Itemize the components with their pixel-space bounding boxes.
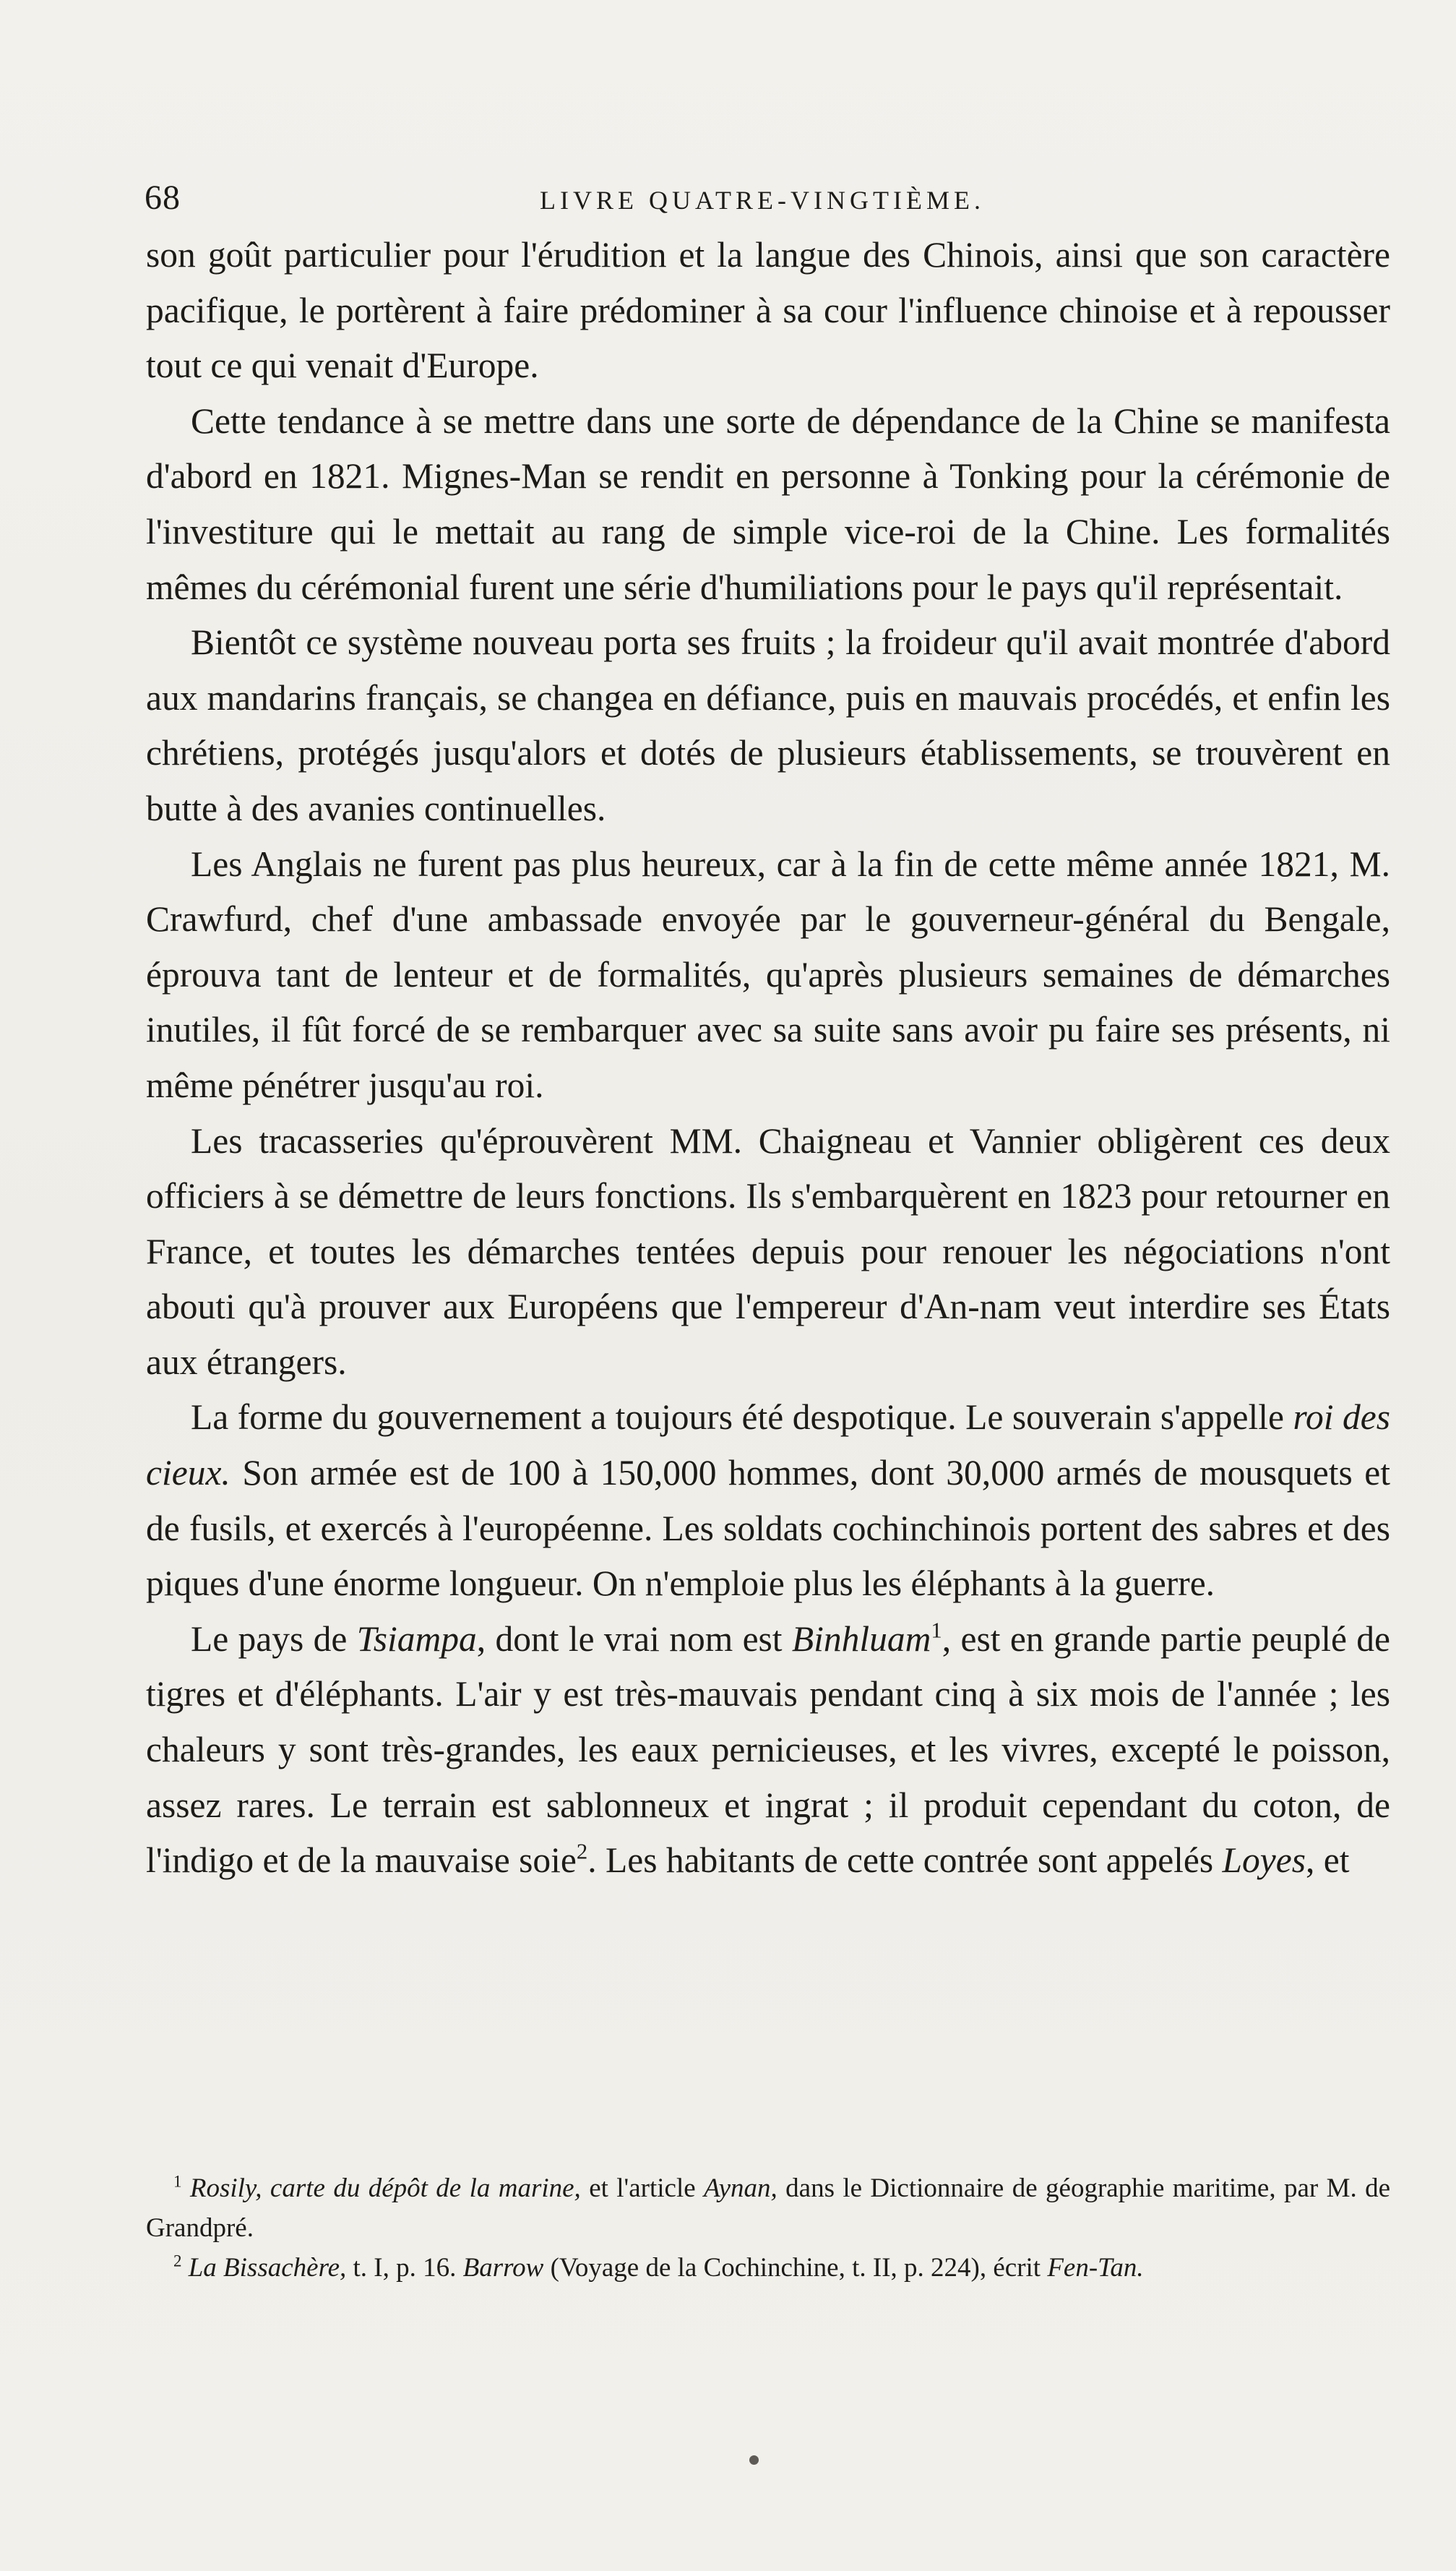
running-head: LIVRE QUATRE-VINGTIÈME. <box>540 186 985 215</box>
italic-binhluam: Binhluam <box>791 1618 931 1659</box>
page-header <box>145 178 1322 221</box>
footnote-1-italic: Rosily, carte du dépôt de la marine, <box>189 2173 581 2203</box>
paragraph-4: Les Anglais ne furent pas plus heureux, car à la fin de cette même année 1821, M. Crawfurd, chef d'une ambassade envoyée par le gouverneur-général du Bengale, éprouva tant de lenteur et de formalités, qu'après plusieurs semaines de démarches inutiles, il fût forcé de se rembarquer avec sa suite sans avoir pu faire ses présents, ni même pénétrer jusqu'au roi. <box>146 844 1390 1105</box>
paragraph-5: Les tracasseries qu'éprouvèrent MM. Chaigneau et Vannier obligèrent ces deux officiers à se démettre de leurs fonctions. Ils s'embarquèrent en 1823 pour retourner en France, et toutes les démarches tentées depuis pour renouer les négociations n'ont abouti qu'à prouver aux Européens que l'empereur d'An-nam veut interdire ses États aux étrangers. <box>146 1120 1390 1382</box>
paragraph-1: son goût particulier pour l'érudition et la langue des Chinois, ainsi que son caractère pacifique, le portèrent à faire prédominer à sa cour l'influence chinoise et à repousser tout ce qui venait d'Europe. <box>146 235 1390 386</box>
paragraph-7 <box>146 1612 1390 1889</box>
footnote-2-text-b: (Voyage de la Cochinchine, t. II, p. 224), écrit <box>543 2253 1048 2283</box>
paragraph-6-text-a: La forme du gouvernement a toujours été despotique. Le souverain s'appelle <box>191 1397 1293 1438</box>
footnote-2 <box>146 2248 1390 2288</box>
footnote-ref-1[interactable]: 1 <box>931 1618 942 1643</box>
footnotes <box>146 2168 1390 2288</box>
paragraph-7-text-b: , dont le vrai nom est <box>476 1618 792 1659</box>
paragraph-3: Bientôt ce système nouveau porta ses fruits ; la froideur qu'il avait montrée d'abord aux mandarins français, se changea en défiance, puis en mauvais procédés, et enfin les chrétiens, protégés jusqu'alors et dotés de plusieurs établissements, se trouvèrent en butte à des avanies continuelles. <box>146 622 1390 828</box>
footnote-1-italic-2: Aynan, <box>704 2173 777 2203</box>
paragraph-7-text-c: , est en grande partie peuplé de tigres et d'éléphants. L'air y est très-mauvais pendant cinq à six mois de l'année ; les chaleurs y sont très-grandes, les eaux pernicieuses, et les vivres, excepté le poisson, assez rares. Le terrain est sablonneux et ingrat ; il produit cependant du coton, de l'indigo et de la mauvaise soie <box>146 1618 1390 1881</box>
paragraph-6-text-b: Son armée est de 100 à 150,000 hommes, dont 30,000 armés de mousquets et de fusils, et exercés à l'européenne. Les soldats cochinchinois portent des sabres et des piques d'une énorme longueur. On n'emploie plus les éléphants à la guerre. <box>146 1453 1390 1604</box>
footnote-1-text-b: dans le Dictionnaire de géographie maritime, par M. de Grandpré. <box>146 2173 1391 2243</box>
italic-tsiampa: Tsiampa <box>356 1618 477 1659</box>
paragraph-2: Cette tendance à se mettre dans une sorte de dépendance de la Chine se manifesta d'abord en 1821. Mignes-Man se rendit en personne à Tonking pour la cérémonie de l'investiture qui le mettait au rang de simple vice-roi de la Chine. Les formalités mêmes du cérémonial furent une série d'humiliations pour le pays qu'il représentait. <box>146 400 1390 607</box>
italic-roi-des-cieux: roi des cieux. <box>146 1397 1391 1493</box>
italic-loyes: Loyes <box>1222 1840 1306 1881</box>
footnote-2-italic-3: Fen-Tan. <box>1047 2253 1144 2283</box>
page-ornament-dot <box>749 2455 759 2465</box>
footnote-2-italic: La Bissachère, <box>188 2253 347 2283</box>
footnote-ref-2[interactable]: 2 <box>576 1839 588 1864</box>
paragraph-7-text-e: , et <box>1306 1840 1350 1881</box>
footnote-2-italic-2: Barrow <box>462 2253 544 2283</box>
paragraph-7-text-a: Le pays de <box>191 1618 357 1659</box>
paragraph-7-text-d: . Les habitants de cette contrée sont appelés <box>587 1840 1223 1881</box>
paragraph-6 <box>146 1390 1390 1611</box>
footnote-2-mark: 2 <box>173 2252 182 2270</box>
main-text <box>146 228 1390 1889</box>
footnote-2-text-a: t. I, p. 16. <box>346 2253 463 2283</box>
footnote-1 <box>146 2168 1390 2248</box>
page-number: 68 <box>145 179 181 217</box>
footnote-1-mark: 1 <box>173 2172 182 2191</box>
footnote-1-text-a: et l'article <box>580 2173 705 2203</box>
